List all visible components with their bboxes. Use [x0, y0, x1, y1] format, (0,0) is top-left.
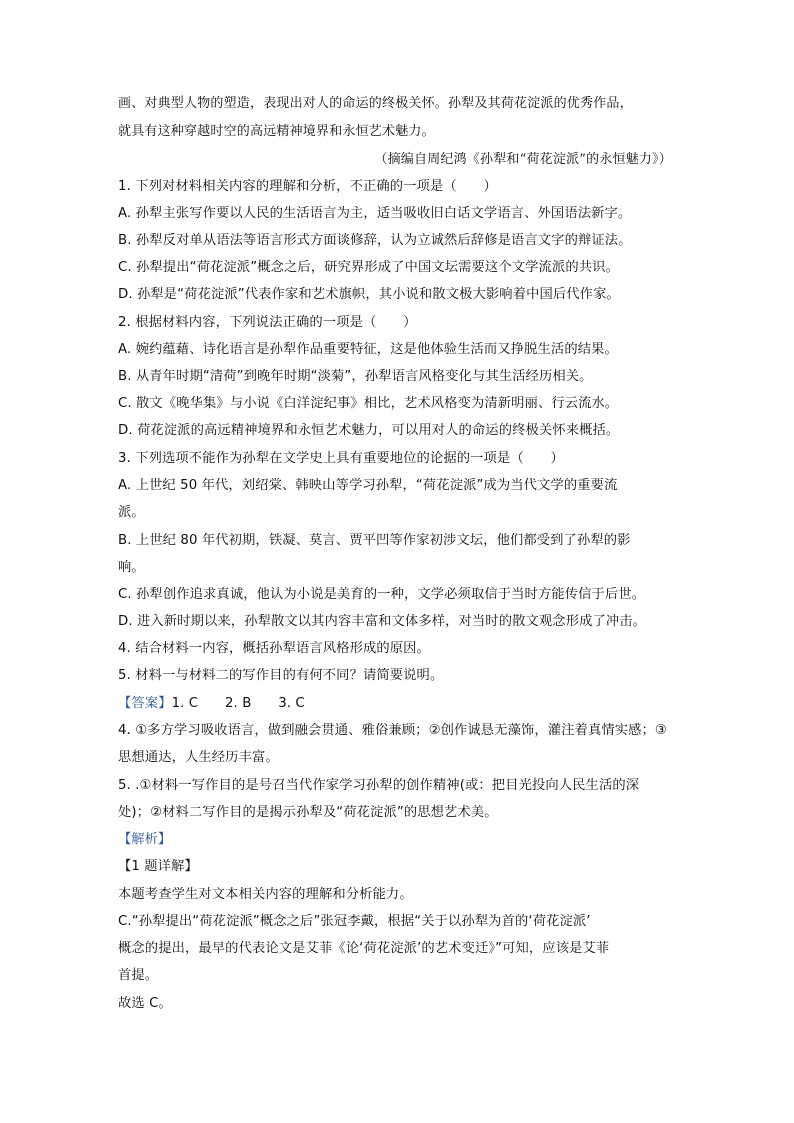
question-4-stem: 4. 结合材料一内容，概括孙犁语言风格形成的原因。 — [118, 641, 430, 656]
answer-5-line: 5. .①材料一写作目的是号召当代作家学习孙犁的创作精神(或：把目光投向人民生活的深 — [118, 778, 640, 793]
question-3-stem: 3. 下列选项不能作为孙犁在文学史上具有重要地位的论据的一项是（ ） — [118, 451, 564, 466]
answer-5-line-cont: 处)；②材料二写作目的是揭示孙犁及“荷花淀派”的思想艺术美。 — [118, 805, 498, 820]
answer-line — [118, 695, 305, 713]
passage-source: （摘编自周纪鸿《孙犁和“荷花淀派”的永恒魅力》） — [374, 152, 672, 167]
answer-4-line-cont: 思想通达，人生经历丰富。 — [118, 750, 279, 765]
passage-line: 画、对典型人物的塑造，表现出对人的命运的终极关怀。孙犁及其荷花淀派的优秀作品， — [118, 96, 633, 111]
question-3-option-b-cont: 响。 — [118, 560, 145, 575]
question-3-option-a: A. 上世纪 50 年代，刘绍棠、韩映山等学习孙犁，“荷花淀派”成为当代文学的重要流 — [118, 478, 618, 493]
question-3-option-b: B. 上世纪 80 年代初期，铁凝、莫言、贾平凹等作家初涉文坛，他们都受到了孙犁的影 — [118, 533, 631, 548]
passage-line: 就具有这种穿越时空的高远精神境界和永恒艺术魅力。 — [118, 124, 435, 139]
analysis-sub-tag: 【1 题详解】 — [118, 859, 198, 874]
question-2-option-a: A. 婉约蕴藉、诗化语言是孙犁作品重要特征，这是他体验生活而又挣脱生活的结果。 — [118, 342, 618, 357]
question-2-stem: 2. 根据材料内容，下列说法正确的一项是（ ） — [118, 315, 417, 330]
answer-tag: 【答案】 — [118, 696, 172, 711]
analysis-tag: 【解析】 — [118, 832, 172, 847]
question-3-option-a-cont: 派。 — [118, 505, 145, 520]
question-2-option-d: D. 荷花淀派的高远精神境界和永恒艺术魅力，可以用对人的命运的终极关怀来概括。 — [118, 423, 620, 438]
question-3-option-d: D. 进入新时期以来，孙犁散文以其内容丰富和文体多样，对当时的散文观念形成了冲击。 — [118, 614, 647, 629]
question-2-option-c: C. 散文《晚华集》与小说《白洋淀纪事》相比，艺术风格变为清新明丽、行云流水。 — [118, 396, 619, 411]
answer-4-line: 4. ①多方学习吸收语言，做到融会贯通、雅俗兼顾；②创作诚恳无藻饰，灌注着真情实感；③ — [118, 723, 667, 738]
question-2-option-b: B. 从青年时期“清荷”到晚年时期“淡菊”，孙犁语言风格变化与其生活经历相关。 — [118, 369, 593, 384]
question-1-option-d: D. 孙犁是“荷花淀派”代表作家和艺术旗帜，其小说和散文极大影响着中国后代作家。 — [118, 287, 620, 302]
analysis-line: C.“孙犁提出“荷花淀派”概念之后”张冠李戴，根据“关于以孙犁为首的‘荷花淀派’ — [118, 914, 591, 929]
analysis-line: 故选 C。 — [118, 996, 172, 1011]
analysis-line: 首提。 — [118, 968, 159, 983]
analysis-line: 概念的提出，最早的代表论文是艾菲《论‘荷花淀派’的艺术变迁》”可知，应该是艾菲 — [118, 941, 610, 956]
question-5-stem: 5. 材料一与材料二的写作目的有何不同？请简要说明。 — [118, 668, 444, 683]
question-1-option-c: C. 孙犁提出“荷花淀派”概念之后，研究界形成了中国文坛需要这个文学流派的共识。 — [118, 260, 619, 275]
question-3-option-c: C. 孙犁创作追求真诚，他认为小说是美育的一种，文学必须取信于当时方能传信于后世。 — [118, 587, 646, 602]
answer-choices: 1. C 2. B 3. C — [171, 696, 305, 711]
question-1-stem: 1. 下列对材料相关内容的理解和分析，不正确的一项是（ ） — [118, 179, 497, 194]
question-1-option-a: A. 孙犁主张写作要以人民的生活语言为主，适当吸收旧白话文学语言、外国语法新字。 — [118, 206, 632, 221]
question-1-option-b: B. 孙犁反对单从语法等语言形式方面谈修辞，认为立诚然后辞修是语言文字的辩证法。 — [118, 233, 632, 248]
analysis-line: 本题考查学生对文本相关内容的理解和分析能力。 — [118, 887, 413, 902]
